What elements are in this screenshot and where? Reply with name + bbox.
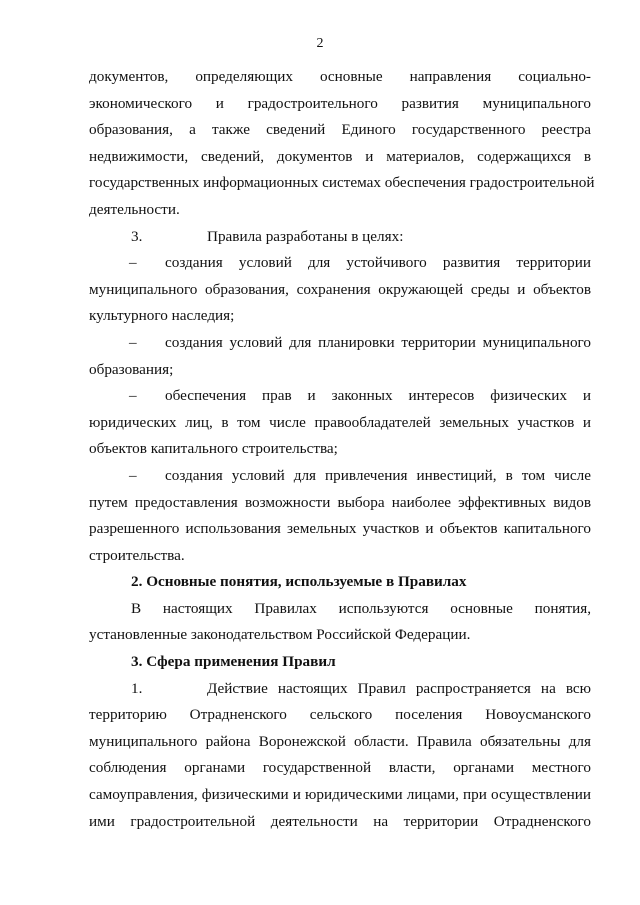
numbered-item xyxy=(89,676,591,703)
item-number: 1. xyxy=(131,679,143,697)
bullet-text: создания условий для планировки территории муниципального xyxy=(165,333,591,351)
text-line: установленные законодательством Российской Федерации. xyxy=(89,626,471,644)
bullet-item xyxy=(89,250,591,277)
item-text: Действие настоящих Правил распространяется на всю xyxy=(207,679,591,697)
dash-marker: – xyxy=(129,254,137,272)
bullet-text: обеспечения прав и законных интересов физических и xyxy=(165,387,591,405)
item-number: 3. xyxy=(131,227,143,245)
text-line: территорию Отрадненского сельского поселения Новоусманского xyxy=(89,706,591,724)
text-line: недвижимости, сведений, документов и материалов, содержащихся в xyxy=(89,147,591,165)
bullet-text: создания условий для устойчивого развития территории xyxy=(165,254,591,272)
dash-marker: – xyxy=(129,387,137,405)
text-line: юридических лиц, в том числе правообладателей земельных участков и xyxy=(89,413,591,431)
text-line: разрешенного использования земельных участков и объектов капитального xyxy=(89,520,591,538)
document-body xyxy=(89,64,595,835)
text-line: путем предоставления возможности выбора наиболее эффективных видов xyxy=(89,493,591,511)
bullet-item xyxy=(89,383,591,410)
section-heading: 3. Сфера применения Правил xyxy=(131,653,336,671)
text-line: государственных информационных системах обеспечения градостроительной xyxy=(89,174,595,192)
numbered-item xyxy=(89,224,591,251)
dash-marker: – xyxy=(129,333,137,351)
text-line: документов, определяющих основные направления социально- xyxy=(89,68,591,85)
text-line: В настоящих Правилах используются основные понятия, xyxy=(131,599,591,617)
page-number: 2 xyxy=(316,36,324,51)
bullet-item xyxy=(89,463,591,490)
text-line: ими градостроительной деятельности на территории Отрадненского xyxy=(89,812,591,830)
item-text: Правила разработаны в целях: xyxy=(207,227,404,245)
text-line: самоуправления, физическими и юридическими лицами, при осуществлении xyxy=(89,786,591,804)
text-line: деятельности. xyxy=(89,200,180,218)
text-line: муниципального района Воронежской области. Правила обязательны для xyxy=(89,732,591,750)
text-line: соблюдения органами государственной власти, органами местного xyxy=(89,759,591,777)
text-line: экономического и градостроительного развития муниципального xyxy=(89,94,591,112)
section-heading: 2. Основные понятия, используемые в Правилах xyxy=(131,573,467,591)
text-line: муниципального образования, сохранения окружающей среды и объектов xyxy=(89,280,591,298)
text-line: объектов капитального строительства; xyxy=(89,440,338,458)
bullet-text: создания условий для привлечения инвестиций, в том числе xyxy=(165,466,591,484)
text-line: образования, а также сведений Единого государственного реестра xyxy=(89,121,591,139)
dash-marker: – xyxy=(129,466,137,484)
text-line: культурного наследия; xyxy=(89,307,235,325)
text-line: строительства. xyxy=(89,546,185,564)
text-line: образования; xyxy=(89,360,174,378)
bullet-item xyxy=(89,330,591,357)
